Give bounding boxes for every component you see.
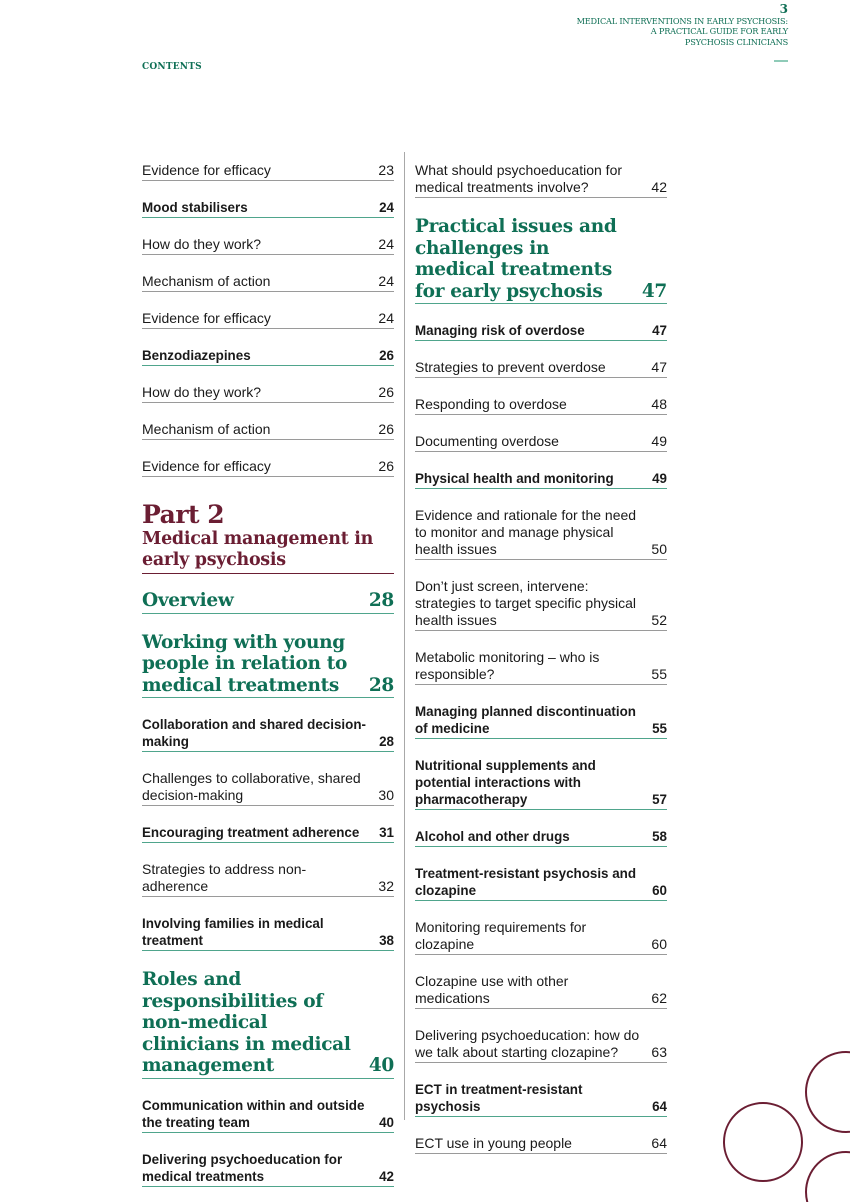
entry-page-number: 24 xyxy=(378,310,394,326)
entry-title: Evidence and rationale for the need to monitor and manage physical health issues xyxy=(415,507,637,557)
entry-title: Physical health and monitoring xyxy=(415,471,614,486)
entry-page-number: 26 xyxy=(378,421,394,437)
entry-page-number: 24 xyxy=(378,273,394,289)
toc-section-heading[interactable] xyxy=(415,212,667,304)
entry-title: Responding to overdose xyxy=(415,396,567,412)
circle-icon xyxy=(724,1103,802,1181)
entry-title: Strategies to prevent overdose xyxy=(415,359,606,375)
part-title: Medical management in early psychosis xyxy=(142,529,374,570)
entry-title: How do they work? xyxy=(142,236,262,252)
entry-page-number: 24 xyxy=(378,236,394,252)
entry-page-number: 42 xyxy=(379,1168,394,1184)
entry-title: Strategies to address non-adherence xyxy=(142,861,307,894)
entry-page-number: 47 xyxy=(651,359,667,375)
toc-entry[interactable] xyxy=(142,820,394,843)
toc-entry[interactable] xyxy=(142,417,394,440)
part-label: Part 2 xyxy=(142,500,225,529)
entry-page-number: 47 xyxy=(641,280,667,302)
header-rule xyxy=(774,60,788,62)
entry-page-number: 50 xyxy=(651,541,667,557)
toc-entry[interactable] xyxy=(415,645,667,685)
entry-title: Documenting overdose xyxy=(415,433,559,449)
toc-entry[interactable] xyxy=(415,1131,667,1154)
entry-page-number: 40 xyxy=(368,1055,394,1076)
entry-title: Managing planned discontinuation of medicine xyxy=(415,704,636,736)
toc-entry[interactable] xyxy=(142,1147,394,1187)
toc-entry[interactable] xyxy=(142,195,394,218)
page-number: 3 xyxy=(779,2,788,16)
entry-page-number: 28 xyxy=(368,674,394,696)
entry-title: Evidence for efficacy xyxy=(142,310,271,326)
entry-page-number: 64 xyxy=(652,1099,667,1114)
entry-page-number: 31 xyxy=(379,825,394,840)
toc-entry[interactable] xyxy=(415,503,667,560)
toc-left-column xyxy=(142,158,394,1201)
toc-entry[interactable] xyxy=(415,466,667,489)
entry-title: ECT use in young people xyxy=(415,1135,572,1151)
toc-list xyxy=(415,158,667,1154)
toc-entry[interactable] xyxy=(415,915,667,955)
toc-entry[interactable] xyxy=(415,699,667,739)
toc-section-heading[interactable] xyxy=(142,586,394,614)
toc-entry[interactable] xyxy=(415,429,667,452)
entry-page-number: 62 xyxy=(651,990,667,1006)
header-title-line: A PRACTICAL GUIDE FOR EARLY xyxy=(650,26,788,37)
entry-page-number: 24 xyxy=(379,200,394,215)
entry-page-number: 38 xyxy=(379,933,394,948)
entry-title: Encouraging treatment adherence xyxy=(142,825,360,840)
toc-entry[interactable] xyxy=(142,158,394,181)
entry-title: Evidence for efficacy xyxy=(142,458,271,474)
header-title-line: MEDICAL INTERVENTIONS IN EARLY PSYCHOSIS: xyxy=(576,16,788,26)
entry-title: Evidence for efficacy xyxy=(142,162,271,178)
entry-page-number: 48 xyxy=(651,396,667,412)
toc-section-heading[interactable] xyxy=(142,628,394,699)
toc-list-bottom xyxy=(142,586,394,1187)
entry-title: ECT in treatment-resistant psychosis xyxy=(415,1082,583,1114)
entry-page-number: 49 xyxy=(651,433,667,449)
toc-list-top xyxy=(142,158,394,477)
entry-page-number: 57 xyxy=(652,792,667,807)
entry-title: Challenges to collaborative, shared decision-making xyxy=(142,770,361,803)
entry-page-number: 40 xyxy=(379,1114,394,1130)
toc-entry[interactable] xyxy=(415,158,667,198)
entry-title: Working with young people in relation to medical treatments xyxy=(142,631,348,696)
column-divider xyxy=(404,152,405,1120)
entry-page-number: 49 xyxy=(652,471,667,486)
entry-page-number: 23 xyxy=(378,162,394,178)
entry-page-number: 26 xyxy=(378,384,394,400)
entry-title: Practical issues and challenges in medical treatments for early psychosis xyxy=(415,216,617,302)
toc-entry[interactable] xyxy=(142,380,394,403)
toc-entry[interactable] xyxy=(415,574,667,631)
entry-title: Collaboration and shared decision-making xyxy=(142,717,366,749)
entry-page-number: 63 xyxy=(651,1044,667,1060)
entry-page-number: 55 xyxy=(651,666,667,682)
part-heading[interactable] xyxy=(142,501,394,574)
toc-entry[interactable] xyxy=(142,766,394,806)
entry-title: Don’t just screen, intervene: strategies to target specific physical health issues xyxy=(415,578,636,628)
entry-title: Treatment-resistant psychosis and clozapine xyxy=(415,866,637,898)
entry-page-number: 47 xyxy=(652,323,667,338)
toc-right-column xyxy=(415,158,667,1168)
entry-page-number: 64 xyxy=(651,1135,667,1151)
toc-entry[interactable] xyxy=(415,1023,667,1063)
toc-entry[interactable] xyxy=(142,306,394,329)
toc-entry[interactable] xyxy=(142,454,394,477)
entry-page-number: 58 xyxy=(652,829,667,844)
entry-page-number: 30 xyxy=(378,787,394,803)
entry-title: Monitoring requirements for clozapine xyxy=(415,919,587,952)
circle-icon xyxy=(806,1152,850,1202)
entry-title: Mechanism of action xyxy=(142,421,271,437)
running-header xyxy=(577,2,788,66)
toc-entry[interactable] xyxy=(415,753,667,810)
entry-page-number: 26 xyxy=(379,348,394,363)
entry-title: Managing risk of overdose xyxy=(415,323,585,338)
entry-title: Overview xyxy=(142,590,234,611)
entry-title: Mechanism of action xyxy=(142,273,271,289)
entry-page-number: 55 xyxy=(652,721,667,736)
entry-title: Delivering psychoeducation: how do we talk about starting clozapine? xyxy=(415,1027,640,1060)
toc-entry[interactable] xyxy=(142,232,394,255)
entry-title: Mood stabilisers xyxy=(142,200,248,215)
section-label: CONTENTS xyxy=(142,62,202,72)
toc-section-heading[interactable] xyxy=(142,965,394,1079)
entry-title: Clozapine use with other medications xyxy=(415,973,569,1006)
entry-page-number: 60 xyxy=(651,936,667,952)
toc-entry[interactable] xyxy=(415,355,667,378)
toc-entry[interactable] xyxy=(142,712,394,752)
entry-title: Benzodiazepines xyxy=(142,348,251,363)
entry-title: Delivering psychoeducation for medical treatments xyxy=(142,1151,343,1184)
entry-page-number: 52 xyxy=(651,612,667,628)
toc-entry[interactable] xyxy=(415,969,667,1009)
entry-title: Nutritional supplements and potential interactions with pharmacotherapy xyxy=(415,758,596,807)
entry-title: How do they work? xyxy=(142,384,262,400)
toc-entry[interactable] xyxy=(142,911,394,951)
toc-entry[interactable] xyxy=(142,857,394,897)
entry-page-number: 60 xyxy=(652,883,667,898)
header-title-line: PSYCHOSIS CLINICIANS xyxy=(684,36,788,47)
entry-title: What should psychoeducation for medical treatments involve? xyxy=(415,162,623,195)
entry-title: Involving families in medical treatment xyxy=(142,916,324,948)
entry-page-number: 26 xyxy=(378,458,394,474)
toc-entry[interactable] xyxy=(415,861,667,901)
entry-page-number: 28 xyxy=(368,590,394,611)
toc-entry[interactable] xyxy=(142,343,394,366)
toc-entry[interactable] xyxy=(415,1077,667,1117)
entry-title: Communication within and outside the treating team xyxy=(142,1097,365,1130)
toc-entry[interactable] xyxy=(415,318,667,341)
toc-entry[interactable] xyxy=(142,269,394,292)
entry-title: Roles and responsibilities of non-medical clinicians in medical management xyxy=(142,969,351,1076)
toc-entry[interactable] xyxy=(415,824,667,847)
circle-icon xyxy=(806,1052,850,1132)
toc-entry[interactable] xyxy=(142,1093,394,1133)
toc-entry[interactable] xyxy=(415,392,667,415)
entry-page-number: 28 xyxy=(379,734,394,749)
entry-page-number: 42 xyxy=(651,179,667,195)
entry-title: Alcohol and other drugs xyxy=(415,829,570,844)
entry-title: Metabolic monitoring – who is responsible? xyxy=(415,649,600,682)
entry-page-number: 32 xyxy=(378,878,394,894)
